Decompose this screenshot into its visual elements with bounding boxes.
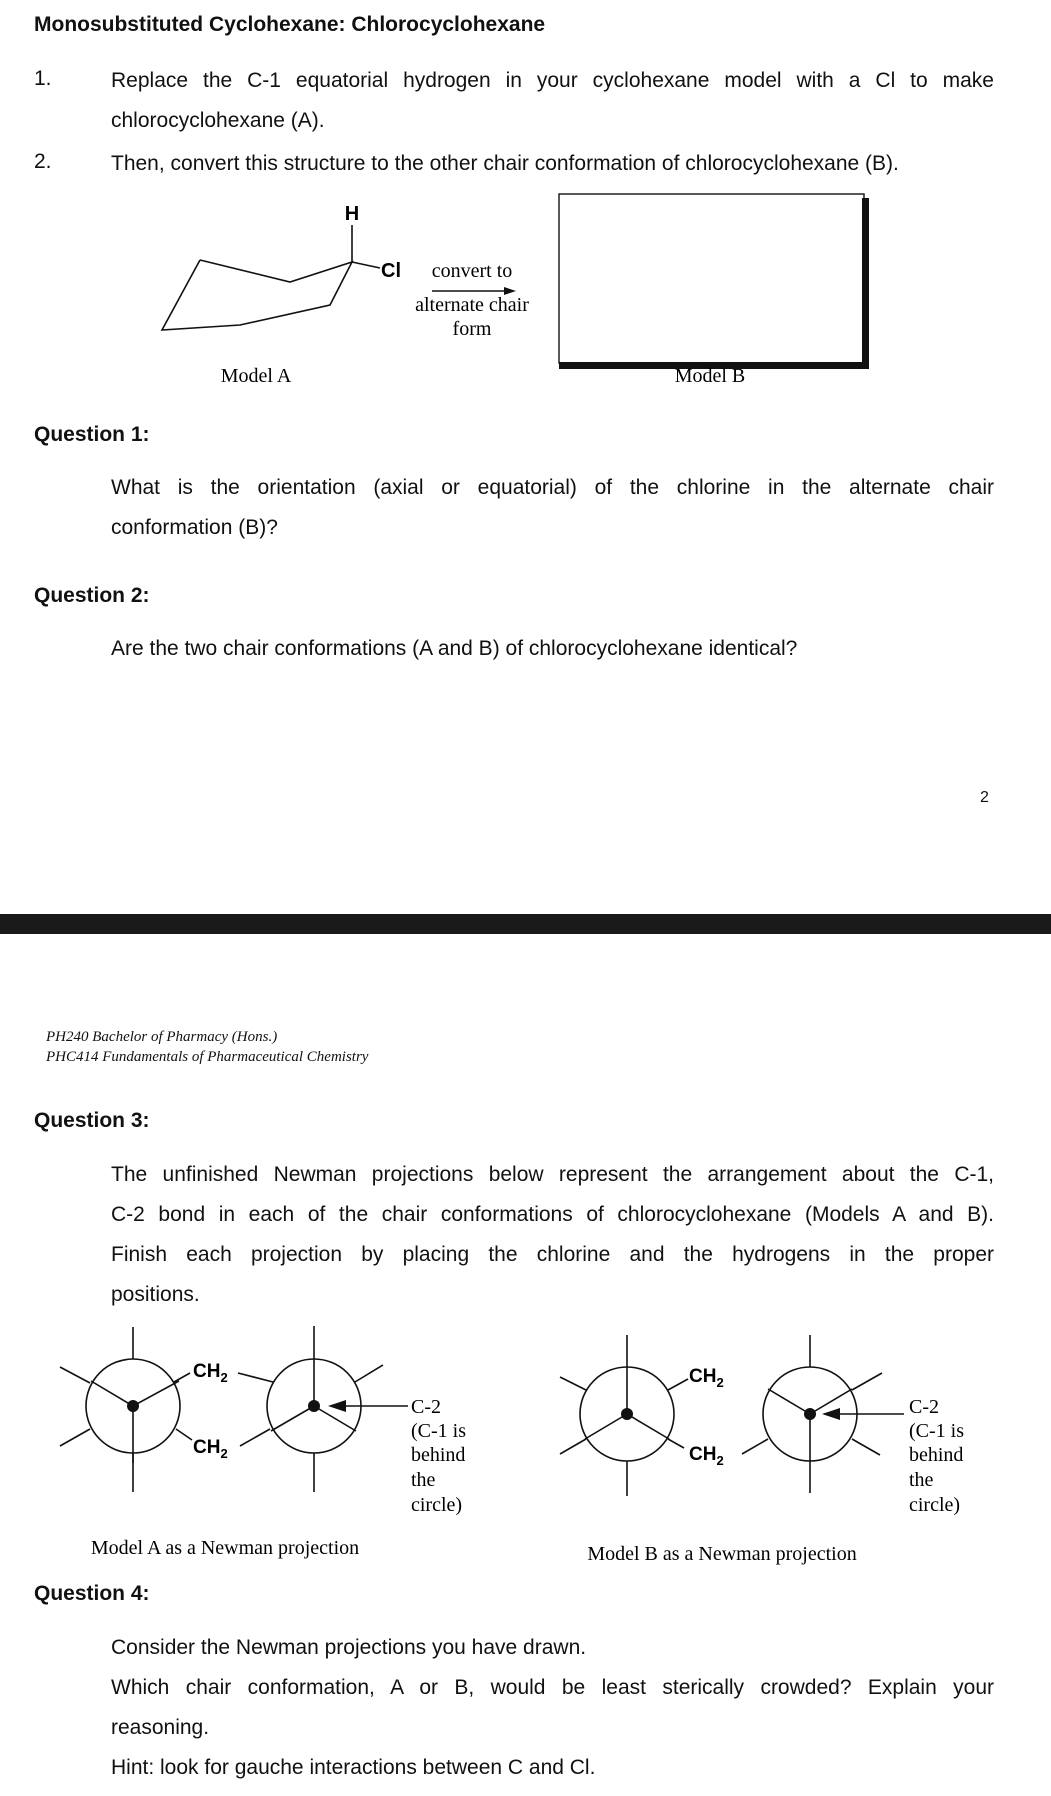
question-2-heading: Question 2: <box>34 584 150 607</box>
question-3-line-2: C-2 bond in each of the chair conformations of chlorocyclohexane (Models A and B). <box>111 1203 994 1226</box>
question-2-line-1: Are the two chair conformations (A and B) of chlorocyclohexane identical? <box>111 637 798 660</box>
svg-text:circle): circle) <box>411 1494 463 1516</box>
question-3-line-4: positions. <box>111 1283 200 1306</box>
annotation-b <box>909 1396 964 1516</box>
question-4-line-3: reasoning. <box>111 1716 210 1739</box>
atom-cl: Cl <box>381 260 401 282</box>
newman-b-caption: Model B as a Newman projection <box>587 1543 857 1565</box>
page-number: 2 <box>980 789 989 806</box>
newman-projections-figure <box>0 1315 1051 1575</box>
step-1-number: 1. <box>34 67 52 90</box>
model-b-answer-box <box>559 194 869 369</box>
arrow-b-head <box>822 1408 840 1420</box>
annotation-a <box>411 1396 466 1516</box>
step-1-line-1: Replace the C-1 equatorial hydrogen in your cyclohexane model with a Cl to make <box>111 69 994 92</box>
svg-text:C-2: C-2 <box>909 1396 939 1418</box>
equatorial-bond-cl <box>352 262 380 268</box>
step-2-number: 2. <box>34 150 52 173</box>
question-3-heading: Question 3: <box>34 1109 150 1132</box>
front-carbon-dot-b <box>621 1408 633 1420</box>
page-title: Monosubstituted Cyclohexane: Chlorocyclohexane <box>34 13 546 36</box>
ch2-label-a-top: $CH_2$ <box>193 1361 228 1385</box>
arrow-label-line-3: form <box>452 318 492 340</box>
svg-text:the: the <box>909 1469 934 1491</box>
svg-text:C-2: C-2 <box>411 1396 441 1418</box>
question-1-heading: Question 1: <box>34 423 150 446</box>
chair-conversion-figure <box>0 190 1051 410</box>
step-1-line-2: chlorocyclohexane (A). <box>111 109 325 132</box>
ch2-label-a-bottom: $CH_2$ <box>193 1437 228 1461</box>
course-header-line-2: PHC414 Fundamentals of Pharmaceutical Chemistry <box>46 1049 369 1065</box>
svg-text:the: the <box>411 1469 436 1491</box>
step-2-line-1: Then, convert this structure to the other chair conformation of chlorocyclohexane (B). <box>111 152 899 175</box>
page-divider <box>0 914 1051 934</box>
newman-a-caption: Model A as a Newman projection <box>90 1537 360 1559</box>
svg-text:(C-1 is: (C-1 is <box>411 1420 466 1442</box>
model-a-label: Model A <box>220 365 292 387</box>
question-1-line-1: What is the orientation (axial or equatorial) of the chlorine in the alternate chair <box>111 476 994 499</box>
svg-text:behind: behind <box>411 1444 466 1466</box>
arrow-label-line-1: convert to <box>431 260 513 282</box>
svg-text:behind: behind <box>909 1444 964 1466</box>
question-4-heading: Question 4: <box>34 1582 150 1605</box>
question-3-line-3: Finish each projection by placing the chlorine and the hydrogens in the proper <box>111 1243 994 1266</box>
front-carbon-dot-a <box>127 1400 139 1412</box>
ch2-label-b-bottom: $CH_2$ <box>689 1444 724 1468</box>
newman-a-left <box>60 1327 192 1492</box>
model-b-label: Model B <box>674 365 746 387</box>
front-carbon-dot-a-right <box>308 1400 320 1412</box>
svg-text:circle): circle) <box>909 1494 961 1516</box>
question-4-line-4: Hint: look for gauche interactions between C and Cl. <box>111 1756 596 1779</box>
question-4-line-1: Consider the Newman projections you have drawn. <box>111 1636 587 1659</box>
svg-text:(C-1 is: (C-1 is <box>909 1420 964 1442</box>
ch2-label-b-top: $CH_2$ <box>689 1366 724 1390</box>
front-carbon-dot-b-right <box>804 1408 816 1420</box>
chair-cyclohexane-model-a <box>162 225 380 330</box>
atom-h: H <box>344 203 360 225</box>
question-3-line-1: The unfinished Newman projections below represent the arrangement about the C-1, <box>111 1163 994 1186</box>
arrow-a-head <box>328 1400 346 1412</box>
course-header-line-1: PH240 Bachelor of Pharmacy (Hons.) <box>46 1029 278 1045</box>
question-1-line-2: conformation (B)? <box>111 516 278 539</box>
newman-a-right <box>238 1326 408 1492</box>
question-4-line-2: Which chair conformation, A or B, would be least sterically crowded? Explain your <box>111 1676 994 1699</box>
arrow-label-line-2: alternate chair <box>415 294 529 316</box>
